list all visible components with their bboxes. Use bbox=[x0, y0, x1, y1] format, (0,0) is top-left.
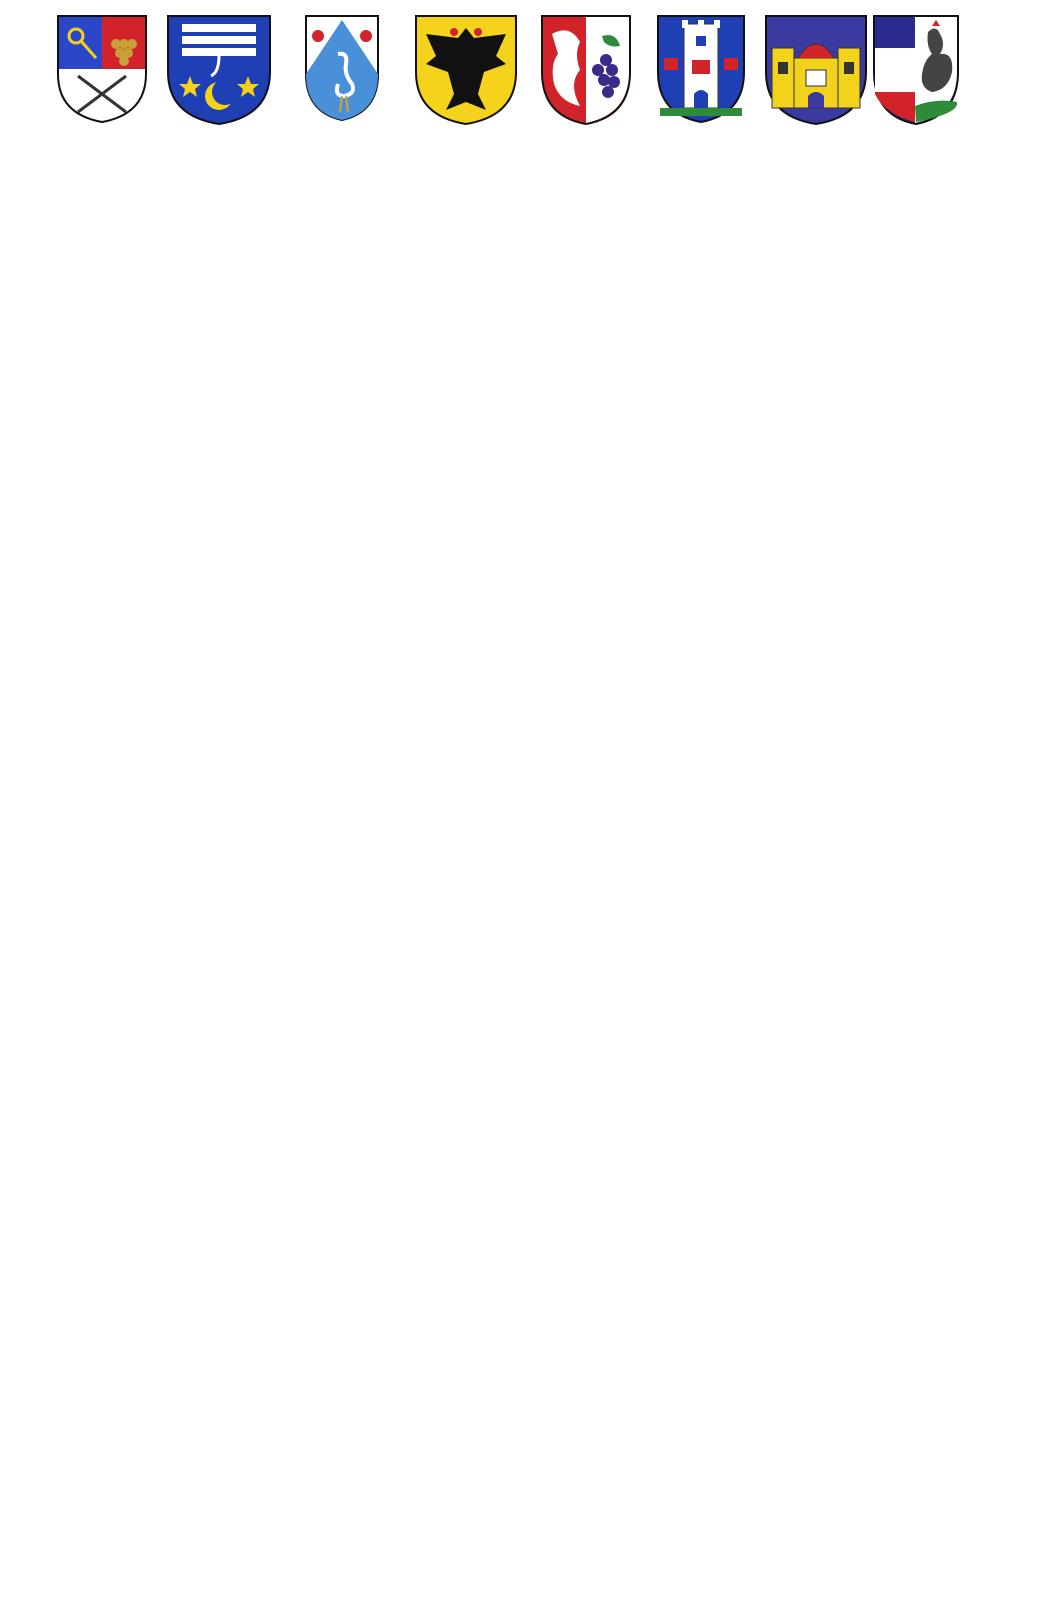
crest-blue-moon-stars-icon bbox=[166, 14, 272, 126]
crest-row-top bbox=[0, 14, 1048, 134]
crest-keys-grapes-icon bbox=[56, 14, 148, 124]
crest-black-eagle-icon bbox=[414, 14, 518, 126]
crest-heron-icon bbox=[304, 14, 380, 122]
crest-eagle-grapes-icon bbox=[540, 14, 632, 126]
crest-tower-icon bbox=[656, 14, 746, 124]
crest-castle-icon bbox=[764, 14, 868, 126]
crest-rooster-icon bbox=[872, 14, 960, 126]
crest-row-bottom bbox=[0, 1470, 1048, 1590]
